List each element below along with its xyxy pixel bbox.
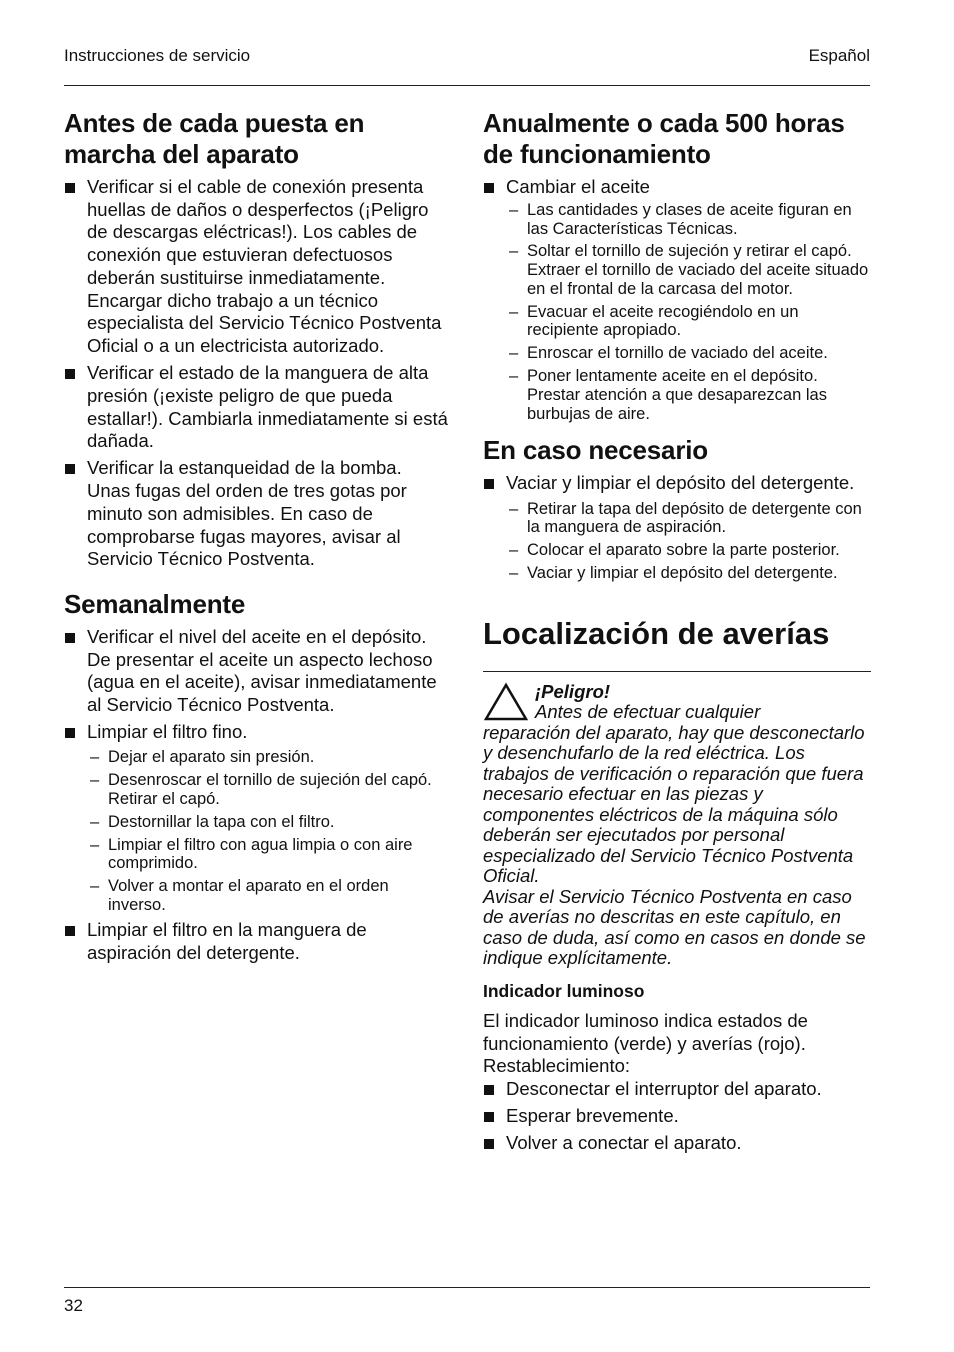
step-item: – Colocar el aparato sobre la parte posterior. [506,541,871,560]
page-header [64,46,870,86]
section-title-weekly: Semanalmente [64,588,246,619]
section-weekly [64,589,450,964]
checklist-reset [483,1078,871,1155]
section-title-if-necessary: En caso necesario [483,435,708,466]
checklist-weekly [64,626,450,744]
warning-text-first-line: Antes de efectuar cualquier [535,701,761,723]
indicator-description: El indicador luminoso indica estados de funcionamiento (verde) y averías (rojo). [483,1009,808,1054]
step-item: – Limpiar el filtro con agua limpia o con aire comprimido. [87,836,450,874]
step-item: – Evacuar el aceite recogiéndolo en un recipiente apropiado. [506,303,871,341]
list-item: Esperar brevemente. [483,1105,871,1128]
danger-warning [483,682,871,969]
list-item: Volver a conectar el aparato. [483,1132,871,1155]
header-document-title: Instrucciones de servicio [64,46,251,65]
reset-label: Restablecimiento: [483,1055,631,1077]
list-item: Verificar el estado de la manguera de alta presión (¡existe peligro de que pueda estallar!). Cambiarla inmediatamente si está dañada. [64,362,450,453]
steps-clean-filter [87,748,450,914]
chapter-title-troubleshooting: Localización de averías [483,615,871,672]
warning-text-service: Avisar el Servicio Técnico Postventa en caso de averías no descritas en este capítulo, en caso de duda, así como en casos en donde se indique explícitamente. [483,885,866,969]
section-before-start [64,108,450,571]
step-item: – Soltar el tornillo de sujeción y retirar el capó. Extraer el tornillo de vaciado del aceite situado en el frontal de la carcasa del motor. [506,242,871,298]
header-language: Español [808,46,870,65]
step-item: – Dejar el aparato sin presión. [87,748,450,767]
section-title-yearly: Anualmente o cada 500 horas de funcionamiento [483,108,845,169]
step-item: – Desenroscar el tornillo de sujeción del capó. Retirar el capó. [87,771,450,809]
checklist-yearly [483,176,871,199]
list-item: Limpiar el filtro fino. [64,721,450,744]
checklist-weekly-cont [64,919,450,964]
step-item: – Retirar la tapa del depósito de detergente con la manguera de aspiración. [506,500,871,538]
step-item: – Poner lentamente aceite en el depósito. Prestar atención a que desaparezcan las burbujas de aire. [506,367,871,423]
page-number: 32 [64,1296,83,1315]
section-title-before-start: Antes de cada puesta en marcha del aparato [64,108,365,169]
warning-title: ¡Peligro! [535,680,611,702]
warning-triangle-icon [483,682,529,722]
list-item: Vaciar y limpiar el depósito del detergente. [483,472,871,495]
steps-oil-change [506,201,871,424]
step-item: – Destornillar la tapa con el filtro. [87,813,450,832]
list-item: Desconectar el interruptor del aparato. [483,1078,871,1101]
step-item: – Vaciar y limpiar el depósito del detergente. [506,564,871,583]
page-footer [64,1287,870,1316]
steps-detergent-tank [506,500,871,583]
list-item: Cambiar el aceite [483,176,871,199]
list-item: Limpiar el filtro en la manguera de aspiración del detergente. [64,919,450,964]
list-item: Verificar el nivel del aceite en el depósito. De presentar el aceite un aspecto lechoso (agua en el aceite), avisar inmediatamente al Servicio Técnico Postventa. [64,626,450,717]
step-item: – Enroscar el tornillo de vaciado del aceite. [506,344,871,363]
warning-text: reparación del aparato, hay que desconectarlo y desenchufarlo de la red eléctrica. Los trabajos de verificación o reparación que fuera necesario efectuar en las piezas y componentes eléctricos de la máquina sólo deberán ser ejecutados por personal especializado del Servicio Técnico Postventa Oficial. [483,721,865,887]
checklist-if-necessary [483,472,871,495]
section-if-necessary [483,435,871,582]
left-column [64,108,450,969]
step-item: – Las cantidades y clases de aceite figuran en las Características Técnicas. [506,201,871,239]
checklist-before-start [64,176,450,571]
list-item: Verificar si el cable de conexión presenta huellas de daños o desperfectos (¡Peligro de descargas eléctricas!). Los cables de conexión que estuvieran defectuosos deberán sustituirse inmediatamente. Encargar dicho trabajo a un técnico especialista del Servicio Técnico Postventa Oficial o a un electricista autorizado. [64,176,450,358]
step-item: – Volver a montar el aparato en el orden inverso. [87,877,450,915]
right-column [483,108,871,1160]
list-item: Verificar la estanqueidad de la bomba. Unas fugas del orden de tres gotas por minuto son admisibles. En caso de comprobarse fugas mayores, avisar al Servicio Técnico Postventa. [64,457,450,571]
subsection-title-indicator: Indicador luminoso [483,980,645,1001]
section-yearly [483,108,871,423]
